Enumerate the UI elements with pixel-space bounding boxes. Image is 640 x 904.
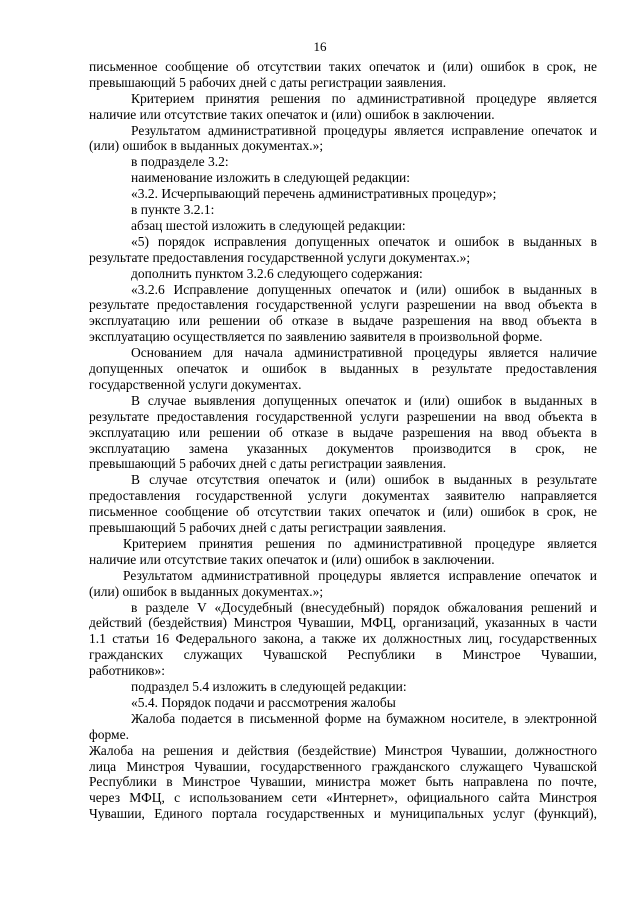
text-line: наличие или отсутствие таких опечаток и (или) ошибок в заключении. xyxy=(89,551,495,567)
text-line: допущенных опечаток и ошибок в выданных в результате предоставления xyxy=(89,361,597,377)
text-line: Результатом административной процедуры является исправление опечаток и xyxy=(131,122,597,138)
text-line: наличие или отсутствие таких опечаток и (или) ошибок в заключении. xyxy=(89,106,495,122)
text-line: результате предоставления государственной услуги разрешении на ввод объекта в xyxy=(89,297,597,313)
text-line: письменное сообщение об отсутствии таких опечаток и (или) ошибок в срок, не xyxy=(89,504,597,520)
paragraph xyxy=(89,234,597,266)
page-number: 16 xyxy=(313,39,327,54)
text-line: письменное сообщение об отсутствии таких опечаток и (или) ошибок в срок, не xyxy=(89,59,597,74)
text-line: гражданских служащих Чувашской Республики в Минстрое Чувашии, xyxy=(89,647,597,663)
text-line: абзац шестой изложить в следующей редакции: xyxy=(131,218,406,233)
paragraph xyxy=(89,679,597,695)
text-line: превышающий 5 рабочих дней с даты регистрации заявления. xyxy=(89,456,447,472)
paragraph xyxy=(89,393,597,472)
paragraph xyxy=(89,186,597,202)
text-line: форме. xyxy=(89,726,129,742)
paragraph xyxy=(89,695,597,711)
text-line: в разделе V «Досудебный (внесудебный) порядок обжалования решений и xyxy=(131,599,597,615)
text-line: «3.2. Исчерпывающий перечень административных процедур»; xyxy=(131,186,497,202)
text-line: Критерием принятия решения по административной процедуре является xyxy=(131,90,597,106)
text-line: результате предоставления государственной услуги разрешении на ввод объекта в xyxy=(89,408,597,424)
text-line: в подразделе 3.2: xyxy=(131,154,229,170)
paragraph xyxy=(89,600,597,679)
paragraph xyxy=(89,218,597,234)
paragraph xyxy=(89,202,597,218)
text-line: (или) ошибок в выданных документах.»; xyxy=(89,138,324,154)
text-line: В случае выявления допущенных опечаток и (или) ошибок в выданных в xyxy=(131,392,597,408)
text-line: эксплуатацию замена указанных документов производится в срок, не xyxy=(89,440,597,456)
text-line: 1.1 статьи 16 Федерального закона, а также их должностных лиц, государственных xyxy=(89,631,597,647)
text-line: Основанием для начала административной процедуры является наличие xyxy=(131,345,597,361)
text-line: превышающий 5 рабочих дней с даты регистрации заявления. xyxy=(89,520,447,536)
text-line: действий (бездействия) Минстроя Чувашии, МФЦ, организаций, указанных в части xyxy=(89,615,597,631)
text-line: результате предоставления государственной услуги документах.»; xyxy=(89,249,471,265)
paragraph xyxy=(89,711,597,743)
text-line: подраздел 5.4 изложить в следующей редакции: xyxy=(131,679,407,695)
paragraph xyxy=(89,472,597,536)
text-line: превышающий 5 рабочих дней с даты регистрации заявления. xyxy=(89,74,447,90)
text-line: «3.2.6 Исправление допущенных опечаток и (или) ошибок в выданных в xyxy=(131,281,597,297)
paragraph xyxy=(89,266,597,282)
text-line: дополнить пунктом 3.2.6 следующего содержания: xyxy=(131,265,423,281)
paragraph xyxy=(89,59,597,91)
text-line: наименование изложить в следующей редакции: xyxy=(131,170,411,186)
text-line: Жалоба подается в письменной форме на бумажном носителе, в электронной xyxy=(131,710,597,726)
paragraph xyxy=(89,568,597,600)
text-line: работников»: xyxy=(89,663,166,679)
text-line: эксплуатацию осуществляется по заявлению заявителя в произвольной форме. xyxy=(89,329,543,345)
paragraph xyxy=(89,154,597,170)
text-line: Чувашии, Единого портала государственных и муниципальных услуг (функций), xyxy=(89,806,597,822)
paragraph xyxy=(89,123,597,155)
text-line: «5.4. Порядок подачи и рассмотрения жалобы xyxy=(131,695,396,710)
paragraph xyxy=(89,345,597,393)
text-line: лица Минстроя Чувашии, государственного гражданского служащего Чувашской xyxy=(89,758,597,774)
paragraph xyxy=(89,282,597,346)
text-line: Критерием принятия решения по административной процедуре является xyxy=(123,536,597,551)
text-line: эксплуатацию или решении об отказе в выдаче разрешения на ввод объекта в xyxy=(89,313,597,329)
text-line: (или) ошибок в выданных документах.»; xyxy=(89,583,324,599)
text-line: «5) порядок исправления допущенных опечаток и ошибок в выданных в xyxy=(131,233,597,249)
paragraph xyxy=(89,91,597,123)
paragraph xyxy=(89,743,597,822)
text-line: В случае отсутствия опечаток и (или) ошибок в выданных в результате xyxy=(131,472,597,488)
text-line: эксплуатацию или решении об отказе в выдаче разрешения на ввод объекта в xyxy=(89,424,597,440)
text-line: государственной услуги документах. xyxy=(89,376,302,392)
paragraph xyxy=(89,536,597,568)
text-line: предоставления государственной услуги документах заявителю направляется xyxy=(89,488,597,504)
text-line: Жалоба на решения и действия (бездействие) Минстроя Чувашии, должностного xyxy=(89,742,597,758)
text-line: Республики в Минстрое Чувашии, министра может быть направлена по почте, xyxy=(89,774,597,790)
text-line: в пункте 3.2.1: xyxy=(131,202,215,218)
text-line: Результатом административной процедуры является исправление опечаток и xyxy=(123,567,597,583)
text-line: через МФЦ, с использованием сети «Интернет», официального сайта Минстроя xyxy=(89,790,597,806)
paragraph xyxy=(89,170,597,186)
